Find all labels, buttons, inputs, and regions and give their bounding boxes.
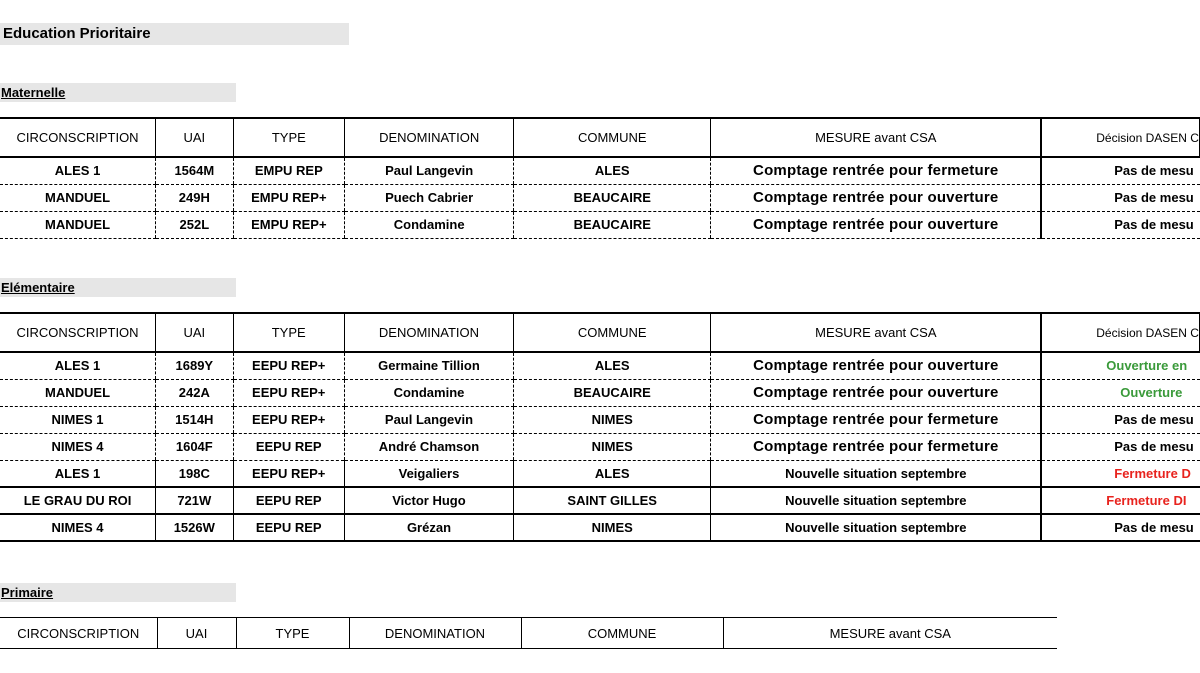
col-header-denomination: DENOMINATION	[344, 313, 513, 352]
table-row	[0, 514, 1200, 541]
cell-denomination: Paul Langevin	[344, 406, 513, 433]
cell-circonscription: MANDUEL	[0, 184, 156, 211]
table-row	[0, 433, 1200, 460]
cell-mesure: Nouvelle situation septembre	[711, 514, 1041, 541]
col-header-decision: Décision DASEN C	[1041, 313, 1199, 352]
col-header-uai: UAI	[156, 118, 233, 157]
cell-commune: NIMES	[514, 433, 711, 460]
table-row	[0, 487, 1200, 514]
cell-uai: 242A	[156, 379, 233, 406]
cell-type: EMPU REP	[233, 157, 345, 184]
cell-decision: Ouverture en	[1041, 352, 1199, 379]
cell-commune: NIMES	[514, 514, 711, 541]
table-row	[0, 406, 1200, 433]
cell-decision: Ouverture	[1041, 379, 1199, 406]
table-elementaire	[0, 312, 1200, 542]
col-header-commune: COMMUNE	[514, 313, 711, 352]
cell-denomination: Paul Langevin	[345, 157, 514, 184]
cell-denomination: Victor Hugo	[344, 487, 513, 514]
section-label-maternelle: Maternelle	[0, 83, 236, 102]
cell-denomination: Grézan	[344, 514, 513, 541]
cell-mesure: Comptage rentrée pour ouverture	[711, 211, 1042, 238]
cell-commune: NIMES	[514, 406, 711, 433]
cell-circonscription: MANDUEL	[0, 379, 156, 406]
cell-type: EEPU REP	[233, 433, 344, 460]
cell-denomination: Veigaliers	[344, 460, 513, 487]
cell-commune: BEAUCAIRE	[514, 184, 711, 211]
cell-mesure: Nouvelle situation septembre	[711, 487, 1041, 514]
col-header-type: TYPE	[233, 118, 345, 157]
cell-type: EEPU REP+	[233, 460, 344, 487]
cell-type: EMPU REP+	[233, 211, 345, 238]
cell-type: EEPU REP+	[233, 352, 344, 379]
cell-type: EEPU REP+	[233, 379, 344, 406]
col-header-commune: COMMUNE	[521, 618, 723, 649]
col-header-uai: UAI	[157, 618, 236, 649]
col-header-commune: COMMUNE	[514, 118, 711, 157]
cell-type: EEPU REP+	[233, 406, 344, 433]
col-header-circonscription: CIRCONSCRIPTION	[0, 313, 156, 352]
cell-denomination: André Chamson	[344, 433, 513, 460]
cell-mesure: Comptage rentrée pour fermeture	[711, 157, 1042, 184]
cell-mesure: Comptage rentrée pour fermeture	[711, 406, 1041, 433]
page-title: Education Prioritaire	[0, 23, 349, 45]
cell-decision: Fermeture DI	[1041, 487, 1199, 514]
cell-commune: SAINT GILLES	[514, 487, 711, 514]
table-primaire	[0, 617, 1057, 649]
cell-uai: 1526W	[156, 514, 233, 541]
table-row	[0, 352, 1200, 379]
cell-denomination: Condamine	[344, 379, 513, 406]
cell-uai: 198C	[156, 460, 233, 487]
col-header-type: TYPE	[233, 313, 344, 352]
table-row	[0, 184, 1200, 211]
cell-commune: ALES	[514, 157, 711, 184]
cell-commune: ALES	[514, 352, 711, 379]
cell-circonscription: LE GRAU DU ROI	[0, 487, 156, 514]
cell-mesure: Comptage rentrée pour ouverture	[711, 352, 1041, 379]
col-header-mesure: MESURE avant CSA	[711, 313, 1041, 352]
cell-uai: 721W	[156, 487, 233, 514]
cell-type: EEPU REP	[233, 487, 344, 514]
section-label-primaire: Primaire	[0, 583, 236, 602]
cell-denomination: Condamine	[345, 211, 514, 238]
cell-decision: Pas de mesu	[1041, 184, 1199, 211]
cell-circonscription: NIMES 4	[0, 433, 156, 460]
cell-circonscription: ALES 1	[0, 352, 156, 379]
cell-type: EMPU REP+	[233, 184, 345, 211]
cell-uai: 252L	[156, 211, 233, 238]
cell-decision: Pas de mesu	[1041, 211, 1199, 238]
table-header-row	[0, 618, 1057, 649]
col-header-circonscription: CIRCONSCRIPTION	[0, 118, 156, 157]
cell-decision: Pas de mesu	[1041, 433, 1199, 460]
table-row	[0, 379, 1200, 406]
cell-circonscription: ALES 1	[0, 460, 156, 487]
col-header-type: TYPE	[236, 618, 349, 649]
cell-type: EEPU REP	[233, 514, 344, 541]
col-header-mesure: MESURE avant CSA	[723, 618, 1057, 649]
cell-uai: 1564M	[156, 157, 233, 184]
cell-circonscription: NIMES 4	[0, 514, 156, 541]
cell-commune: BEAUCAIRE	[514, 211, 711, 238]
cell-circonscription: NIMES 1	[0, 406, 156, 433]
cell-circonscription: MANDUEL	[0, 211, 156, 238]
cell-commune: BEAUCAIRE	[514, 379, 711, 406]
cell-decision: Fermeture D	[1041, 460, 1199, 487]
table-row	[0, 157, 1200, 184]
table-header-row	[0, 313, 1200, 352]
col-header-uai: UAI	[156, 313, 233, 352]
cell-denomination: Germaine Tillion	[344, 352, 513, 379]
cell-commune: ALES	[514, 460, 711, 487]
table-row	[0, 211, 1200, 238]
table-row	[0, 460, 1200, 487]
cell-uai: 249H	[156, 184, 233, 211]
cell-denomination: Puech Cabrier	[345, 184, 514, 211]
table-header-row	[0, 118, 1200, 157]
col-header-denomination: DENOMINATION	[349, 618, 521, 649]
section-label-elementaire: Elémentaire	[0, 278, 236, 297]
col-header-mesure: MESURE avant CSA	[711, 118, 1042, 157]
col-header-circonscription: CIRCONSCRIPTION	[0, 618, 157, 649]
cell-uai: 1514H	[156, 406, 233, 433]
col-header-denomination: DENOMINATION	[345, 118, 514, 157]
cell-decision: Pas de mesu	[1041, 157, 1199, 184]
cell-mesure: Comptage rentrée pour ouverture	[711, 184, 1042, 211]
cell-mesure: Nouvelle situation septembre	[711, 460, 1041, 487]
table-maternelle	[0, 117, 1200, 239]
cell-mesure: Comptage rentrée pour fermeture	[711, 433, 1041, 460]
cell-mesure: Comptage rentrée pour ouverture	[711, 379, 1041, 406]
cell-decision: Pas de mesu	[1041, 406, 1199, 433]
cell-uai: 1689Y	[156, 352, 233, 379]
col-header-decision: Décision DASEN C	[1041, 118, 1199, 157]
cell-circonscription: ALES 1	[0, 157, 156, 184]
cell-decision: Pas de mesu	[1041, 514, 1199, 541]
cell-uai: 1604F	[156, 433, 233, 460]
